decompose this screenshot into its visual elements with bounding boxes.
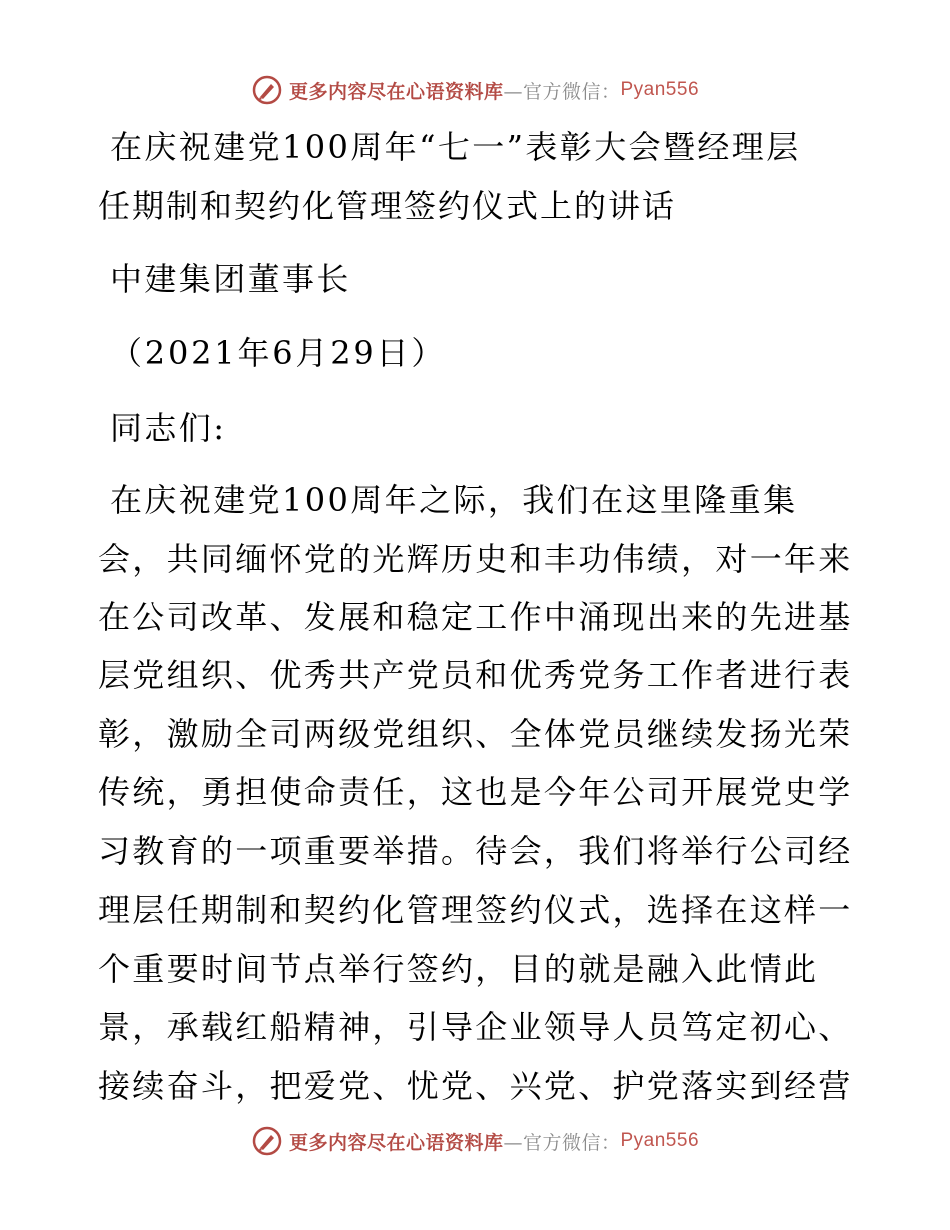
pen-logo-icon: [251, 1125, 283, 1157]
document-title-line-1: 在庆祝建党100周年“七一”表彰大会暨经理层: [110, 128, 801, 166]
body-text-line: 个重要时间节点举行签约，目的就是融入此情此: [98, 950, 819, 988]
body-text-line: 在庆祝建党100周年之际，我们在这里隆重集: [110, 481, 798, 519]
body-text-line: 会，共同缅怀党的光辉历史和丰功伟绩，对一年来: [98, 540, 853, 578]
watermark-brand-text: 更多内容尽在心语资料库: [288, 1131, 504, 1154]
watermark-wechat-label: —官方微信：: [503, 1131, 621, 1154]
watermark-wechat-id: Pyan556: [620, 79, 700, 100]
body-text-line: 接续奋斗，把爱党、忧党、兴党、护党落实到经营: [98, 1067, 853, 1105]
body-text-line: 景，承载红船精神，引导企业领导人员笃定初心、: [98, 1008, 853, 1046]
pen-logo-icon: [251, 74, 283, 106]
watermark-brand-text: 更多内容尽在心语资料库: [288, 80, 504, 103]
footer-watermark: [0, 1121, 950, 1161]
body-text-line: 彰，激励全司两级党组织、全体党员继续发扬光荣: [98, 715, 853, 753]
speech-date: （2021年6月29日）: [110, 334, 447, 372]
body-text-line: 在公司改革、发展和稳定工作中涌现出来的先进基: [98, 598, 853, 636]
body-text-line: 理层任期制和契约化管理签约仪式，选择在这样一: [98, 891, 853, 929]
watermark-wechat-id: Pyan556: [620, 1130, 700, 1151]
header-watermark: [0, 70, 950, 110]
body-text-line: 层党组织、优秀共产党员和优秀党务工作者进行表: [98, 656, 853, 694]
body-text-line: 传统，勇担使命责任，这也是今年公司开展党史学: [98, 773, 853, 811]
greeting: 同志们:: [110, 409, 227, 447]
document-title-line-2: 任期制和契约化管理签约仪式上的讲话: [98, 187, 677, 225]
watermark-wechat-label: —官方微信：: [503, 80, 621, 103]
body-text-line: 习教育的一项重要举措。待会，我们将举行公司经: [98, 832, 853, 870]
speaker-name: 中建集团董事长: [110, 260, 351, 298]
